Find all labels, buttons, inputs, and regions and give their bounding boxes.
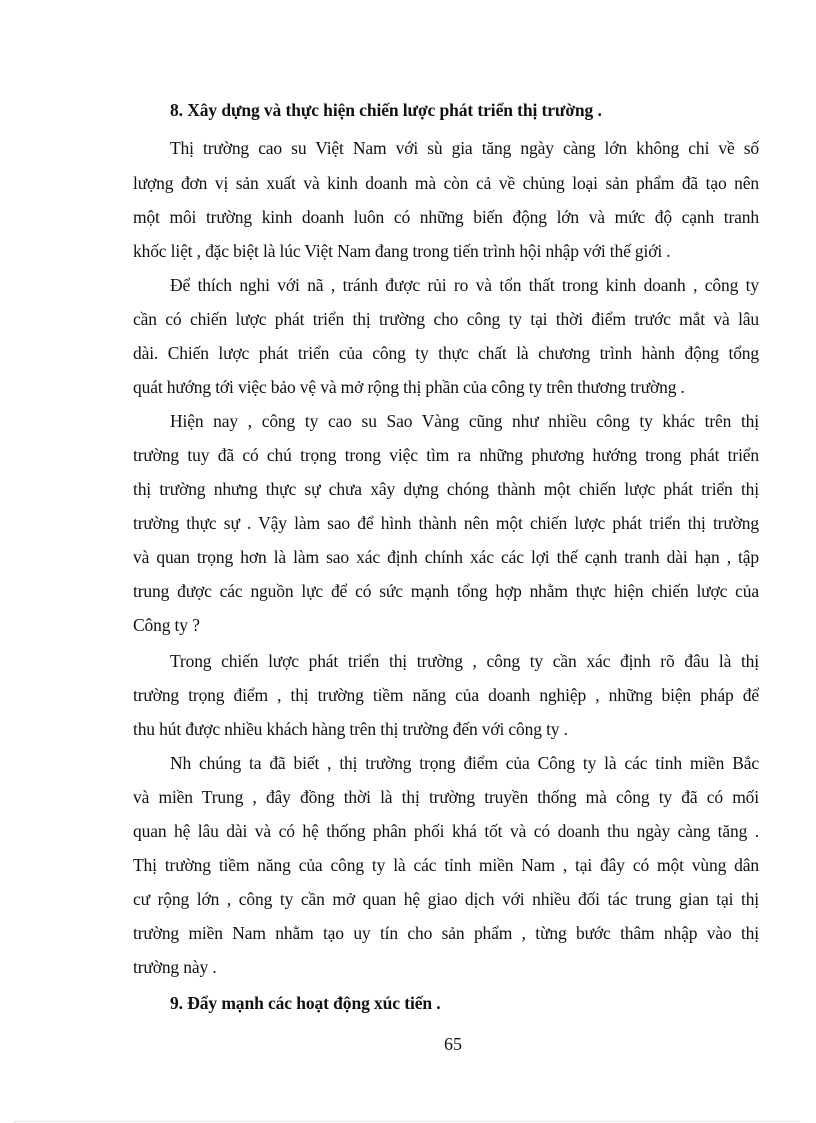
paragraph-5-line-3: quan hệ lâu dài và có hệ thống phân phối khá tốt và có doanh thu ngày càng tăng . [133,821,759,841]
paragraph-4-line-1: Trong chiến lược phát triển thị trường , công ty cần xác định rõ đâu là thị [170,651,759,671]
paragraph-5-line-7: trường này . [133,957,217,977]
paragraph-5-line-5: cư rộng lớn , công ty cần mở quan hệ giao dịch với nhiều đối tác trung gian tại thị [133,889,759,909]
paragraph-4-line-3: thu hút được nhiều khách hàng trên thị trường đến với công ty . [133,719,568,739]
paragraph-2-line-3: dài. Chiến lược phát triển của công ty thực chất là chương trình hành động tổng [133,343,759,363]
paragraph-3-line-6: trung được các nguồn lực để có sức mạnh tổng hợp nhằm thực hiện chiến lược của [133,581,759,601]
paragraph-3-line-5: và quan trọng hơn là làm sao xác định chính xác các lợi thế cạnh tranh dài hạn , tập [133,547,759,567]
paragraph-3-line-1: Hiện nay , công ty cao su Sao Vàng cũng như nhiều công ty khác trên thị [170,411,759,431]
paragraph-2-line-1: Để thích nghi với nã , tránh được rủi ro và tổn thất trong kinh doanh , công ty [170,275,759,295]
paragraph-3-line-4: trường thực sự . Vậy làm sao để hình thành nên một chiến lược phát triển thị trường [133,513,759,533]
paragraph-5-line-4: Thị trường tiềm năng của công ty là các tỉnh miền Nam , tại đây có một vùng dân [133,855,759,875]
paragraph-1-line-4: khốc liệt , đặc biệt là lúc Việt Nam đang trong tiến trình hội nhập với thế giới . [133,241,671,261]
section-heading-8: 8. Xây dựng và thực hiện chiến lược phát triển thị trường . [170,100,602,120]
paragraph-5-line-2: và miền Trung , đây đồng thời là thị trường truyền thống mà công ty đã có mối [133,787,759,807]
paragraph-5-line-1: Nh chúng ta đã biết , thị trường trọng điểm của Công ty là các tỉnh miền Bắc [170,753,759,773]
paragraph-4-line-2: trường trọng điểm , thị trường tiềm năng của doanh nghiệp , những biện pháp để [133,685,759,705]
paragraph-3-line-2: trường tuy đã có chú trọng trong việc tìm ra những phương hướng trong phát triển [133,445,759,465]
page-number: 65 [444,1034,462,1054]
paragraph-1-line-1: Thị trường cao su Việt Nam với sù gia tăng ngày càng lớn không chỉ về số [170,138,759,158]
section-heading-9: 9. Đẩy mạnh các hoạt động xúc tiến . [170,993,441,1013]
paragraph-1-line-2: lượng đơn vị sản xuất và kinh doanh mà còn cả về chủng loại sản phẩm đã tạo nên [133,173,759,193]
paragraph-3-line-7: Công ty ? [133,615,200,635]
paragraph-3-line-3: thị trường nhưng thực sự chưa xây dựng chóng thành một chiến lược phát triển thị [133,479,759,499]
paragraph-2-line-4: quát hướng tới việc bảo vệ và mở rộng thị phần của công ty trên thương trường . [133,377,685,397]
paragraph-2-line-2: cần có chiến lược phát triển thị trường cho công ty tại thời điểm trước mắt và lâu [133,309,759,329]
page-bottom-divider [14,1121,802,1122]
paragraph-5-line-6: trường miền Nam nhằm tạo uy tín cho sản phẩm , từng bước thâm nhập vào thị [133,923,759,943]
paragraph-1-line-3: một môi trường kinh doanh luôn có những biến động lớn và mức độ cạnh tranh [133,207,759,227]
